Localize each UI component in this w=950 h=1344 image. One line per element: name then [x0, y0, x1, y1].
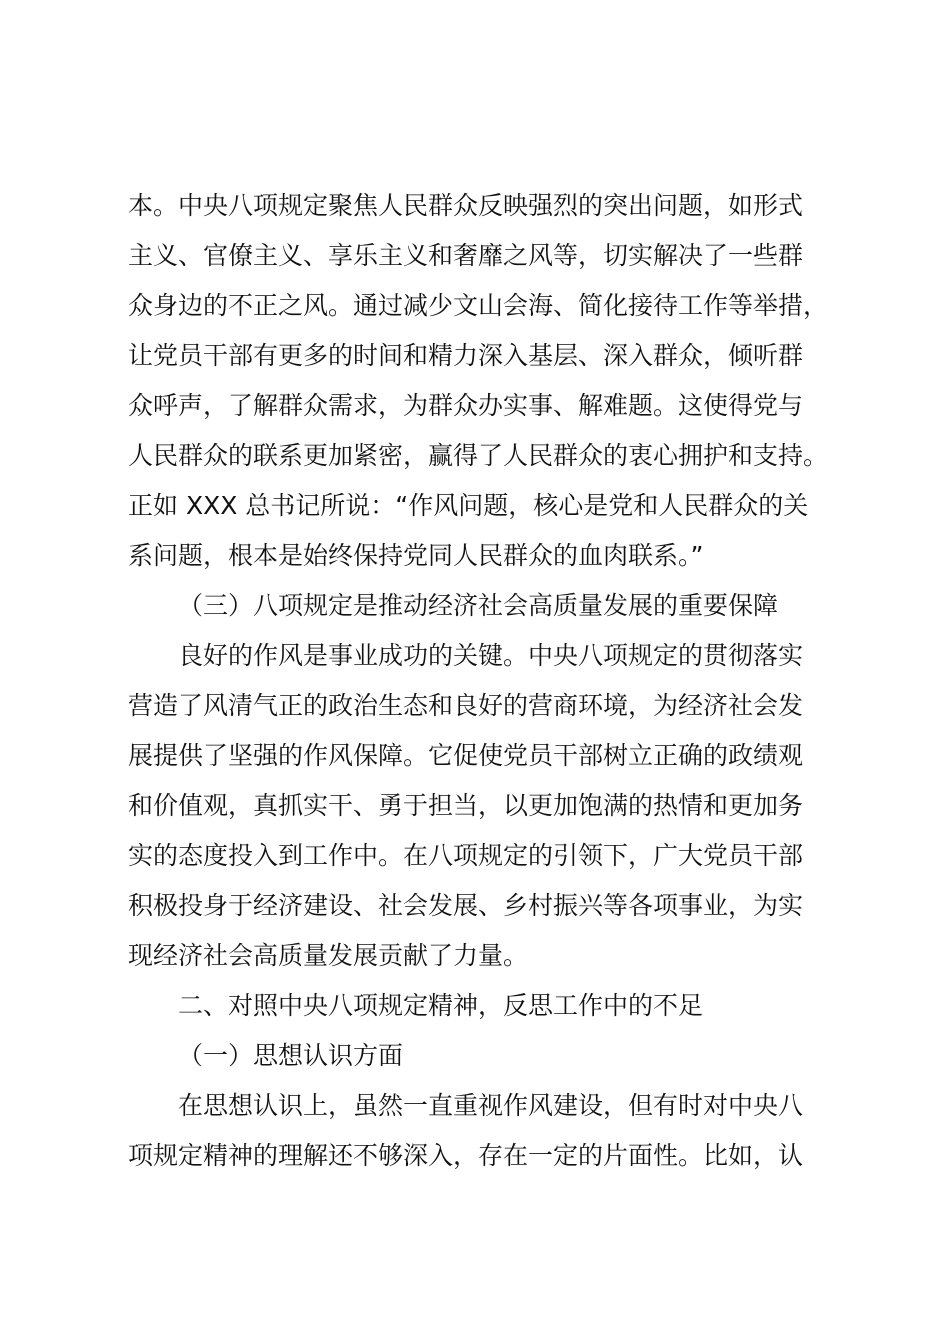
paragraph-first-line: 在思想认识上，虽然一直重视作风建设，但有时对中央八: [178, 1091, 804, 1120]
paragraph-first-line: 良好的作风是事业成功的关键。中央八项规定的贯彻落实: [178, 641, 804, 670]
body-text-line: 现经济社会高质量发展贡献了力量。: [128, 941, 529, 970]
body-text-line: 系问题，根本是始终保持党同人民群众的血肉联系。”: [128, 541, 704, 570]
body-text-line: 项规定精神的理解还不够深入，存在一定的片面性。比如，认: [128, 1141, 804, 1170]
body-text-line: 众呼声，了解群众需求，为群众办实事、解难题。这使得党与: [128, 391, 804, 420]
body-text-line: 实的态度投入到工作中。在八项规定的引领下，广大党员干部: [128, 841, 804, 870]
body-text-line: 营造了风清气正的政治生态和良好的营商环境，为经济社会发: [128, 691, 804, 720]
body-text-line: 本。中央八项规定聚焦人民群众反映强烈的突出问题，如形式: [128, 191, 804, 220]
chapter-heading: 二、对照中央八项规定精神，反思工作中的不足: [178, 991, 704, 1020]
body-text-line: 正如 XXX 总书记所说：“作风问题，核心是党和人民群众的关: [128, 491, 809, 520]
body-text-line: 人民群众的联系更加紧密，赢得了人民群众的衷心拥护和支持。: [128, 441, 829, 470]
section-heading: （一）思想认识方面: [178, 1041, 404, 1070]
body-text-line: 主义、官僚主义、享乐主义和奢靡之风等，切实解决了一些群: [128, 241, 804, 270]
section-heading: （三）八项规定是推动经济社会高质量发展的重要保障: [178, 591, 779, 620]
body-text-line: 让党员干部有更多的时间和精力深入基层、深入群众，倾听群: [128, 341, 804, 370]
body-text-line: 积极投身于经济建设、社会发展、乡村振兴等各项事业，为实: [128, 891, 804, 920]
body-text-line: 众身边的不正之风。通过减少文山会海、简化接待工作等举措，: [128, 291, 829, 320]
body-text-line: 和价值观，真抓实干、勇于担当，以更加饱满的热情和更加务: [128, 791, 804, 820]
body-text-line: 展提供了坚强的作风保障。它促使党员干部树立正确的政绩观: [128, 741, 804, 770]
